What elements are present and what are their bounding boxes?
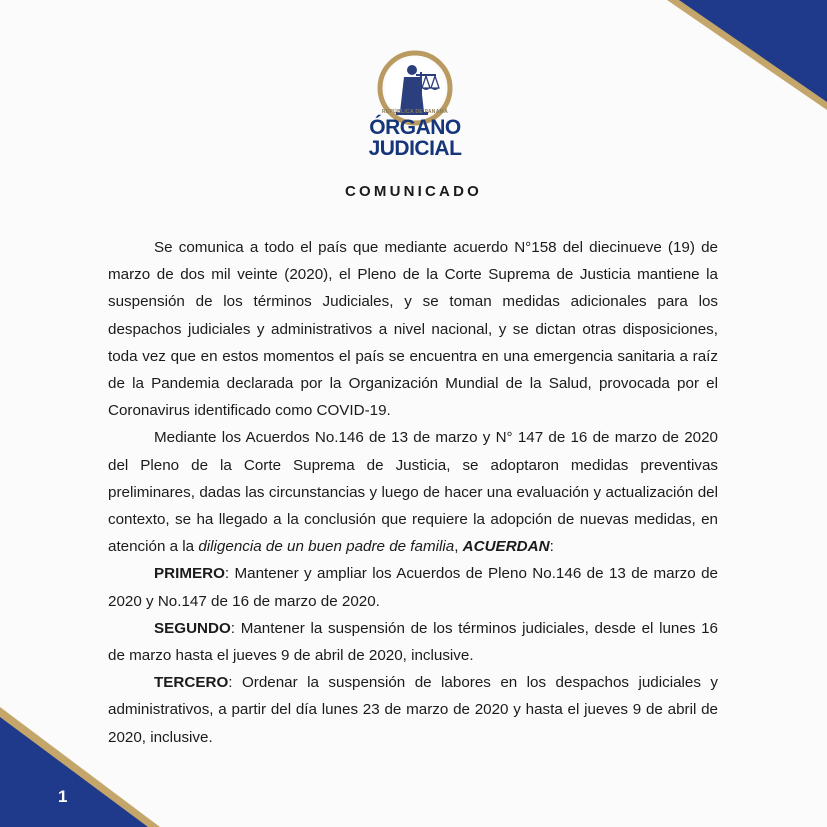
- clause-tercero-label: TERCERO: [154, 674, 229, 692]
- document-body: [108, 234, 718, 751]
- corner-decoration-top-right: [667, 0, 827, 110]
- italic-phrase: diligencia de un buen padre de familia: [198, 538, 455, 556]
- clause-segundo-label: SEGUNDO: [154, 619, 231, 637]
- clause-tercero-text: : Ordenar la suspensión de labores en los despachos judiciales y administrativos, a partir del día lunes 23 de marzo de 2020 y hasta el jueves 9 de abril de 2020, inclusive.: [108, 674, 718, 746]
- clause-segundo-text: : Mantener la suspensión de los términos judiciales, desde el lunes 16 de marzo hasta el jueves 9 de abril de 2020, inclusive.: [108, 619, 718, 665]
- colon-text: :: [549, 538, 554, 556]
- clause-primero: [108, 560, 718, 614]
- clause-segundo: [108, 615, 718, 669]
- paragraph-agreements: [108, 424, 718, 560]
- logo-word-organo: ÓRGANO: [369, 116, 461, 139]
- page-number: 1: [58, 787, 68, 806]
- separator-text: ,: [454, 538, 463, 556]
- paragraph-agreements-text: Mediante los Acuerdos No.146 de 13 de marzo y N° 147 de 16 de marzo de 2020 del Pleno de la Corte Suprema de Justicia, se adoptaron medidas preventivas preliminares, dadas las circunstancias y luego de hacer una evaluación y actualización del contexto, se ha llegado a la conclusión que requiere la adopción de nuevas medidas, en atención a la: [108, 429, 718, 556]
- acuerdan-label: ACUERDAN: [462, 538, 550, 556]
- clause-primero-label: PRIMERO: [154, 565, 225, 583]
- paragraph-intro: Se comunica a todo el país que mediante acuerdo N°158 del diecinueve (19) de marzo de dos mil veinte (2020), el Pleno de la Corte Suprema de Justicia mantiene la suspensión de los términos Judiciales, y se toman medidas adicionales para los despachos judiciales y administrativos a nivel nacional, y se dictan otras disposiciones, toda vez que en estos momentos el país se encuentra en una emergencia sanitaria a raíz de la Pandemia declarada por la Organización Mundial de la Salud, provocada por el Coronavirus identificado como COVID-19.: [108, 239, 718, 420]
- logo-word-judicial: JUDICIAL: [368, 137, 462, 160]
- logo-country-text: REPÚBLICA DE PANAMÁ: [382, 109, 448, 115]
- page-title: COMUNICADO: [345, 183, 482, 200]
- clause-primero-text: : Mantener y ampliar los Acuerdos de Pleno No.146 de 13 de marzo de 2020 y No.147 de 16 de marzo de 2020.: [108, 565, 718, 610]
- clause-tercero: [108, 669, 718, 751]
